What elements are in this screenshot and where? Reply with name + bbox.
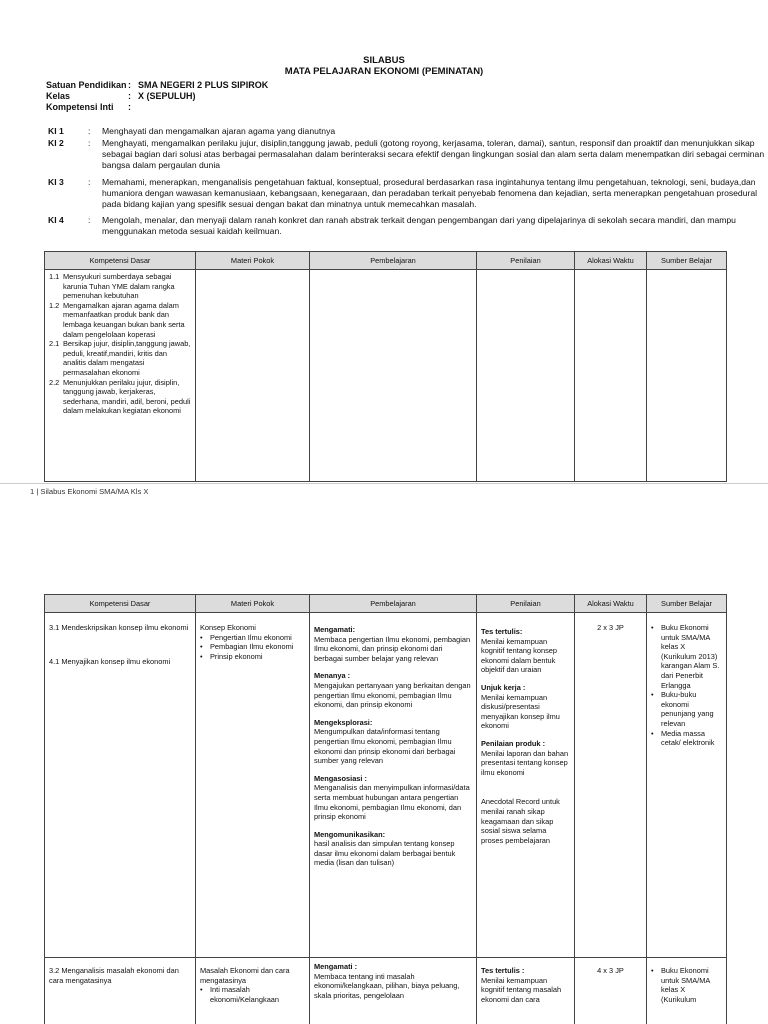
activity-text: Mengajukan pertanyaan yang berkaitan dengan pengertian Ilmu ekonomi, pembagian Ilmu ekonomi, dan prinsip ekonomi xyxy=(314,680,471,710)
column-header: Sumber Belajar xyxy=(647,595,727,613)
activity-title: Mengomunikasikan: xyxy=(314,829,386,839)
materi-title: Konsep Ekonomi xyxy=(200,623,256,632)
activity-block xyxy=(314,830,472,868)
materi-title: Masalah Ekonomi dan cara mengatasinya xyxy=(200,966,290,985)
bullet-icon: • xyxy=(651,623,654,632)
syllabus-table-page-1 xyxy=(44,251,727,482)
alokasi-cell xyxy=(575,613,647,958)
activity-block xyxy=(314,718,472,766)
kd-number: 2.1 xyxy=(49,339,60,349)
ki-label: KI 2 xyxy=(48,138,64,148)
kd-text: Menunjukkan perilaku jujur, disiplin, tanggung jawab, kerjakeras, sederhana, mandiri, adil, beroni, peduli dalam melakukan kegiatan ekonomi xyxy=(63,377,191,416)
materi-cell xyxy=(196,613,310,958)
assessment-title: Penilaian produk : xyxy=(481,738,546,748)
column-header: Pembelajaran xyxy=(310,252,477,270)
table-row xyxy=(45,958,727,1024)
assessment-title: Unjuk kerja : xyxy=(481,682,526,692)
kd-text: 3.2 Menganalisis masalah ekonomi dan cara mengatasinya xyxy=(49,966,179,985)
column-header: Penilaian xyxy=(477,595,575,613)
source-list xyxy=(651,966,722,1004)
list-item xyxy=(200,642,305,652)
penilaian-cell xyxy=(477,270,575,482)
kd-item xyxy=(49,301,191,339)
kd-item xyxy=(49,272,191,301)
identity-row xyxy=(46,80,268,91)
activity-block xyxy=(314,625,472,663)
kd-number: 1.2 xyxy=(49,300,60,310)
identity-value: X (SEPULUH) xyxy=(138,91,196,101)
colon: : xyxy=(88,215,91,225)
list-item xyxy=(651,690,722,728)
sumber-cell xyxy=(647,270,727,482)
bullet-icon: • xyxy=(200,632,203,642)
kd-cell xyxy=(45,958,196,1024)
identity-row xyxy=(46,91,268,102)
column-header: Kompetensi Dasar xyxy=(45,595,196,613)
column-header: Materi Pokok xyxy=(196,595,310,613)
pembelajaran-cell xyxy=(310,270,477,482)
assessment-text: Menilai kemampuan diskusi/presentasi menyajikan konsep ilmu ekonomi xyxy=(481,692,560,731)
assessment-title: Tes tertulis: xyxy=(481,627,523,636)
ki-text: Mengolah, menalar, dan menyaji dalam ranah konkret dan ranah abstrak terkait dengan pengembangan dari yang dipelajarinya di sekolah secara mandiri, dan mampu menggunakan metoda sesuai kaidah keilmuan. xyxy=(102,215,736,236)
page-footer: 1 | Silabus Ekonomi SMA/MA Kls X xyxy=(30,487,149,496)
identity-label: Kompetensi Inti xyxy=(46,102,114,112)
list-item xyxy=(200,652,305,662)
materi-item: Pembagian Ilmu ekonomi xyxy=(210,642,294,652)
source-item: Buku Ekonomi untuk SMA/MA kelas X (Kurikulum 2013) karangan Alam S. dari Penerbit Erlangga xyxy=(661,623,720,690)
kd-number: 2.2 xyxy=(49,377,60,387)
ki-item-1 xyxy=(48,126,768,137)
activity-title: Menanya : xyxy=(314,671,351,681)
activity-title: Mengeksplorasi: xyxy=(314,717,373,727)
ki-text: Menghayati, mengamalkan perilaku jujur, disiplin,tanggung jawab, peduli (gotong royong, kerjasama, toleran, damai), santun, responsif dan proaktif dan menunjukkan sikap sebagai bagian dari solusi atas berbagai permasalahan dalam berinteraksi secara efektif dengan lingkungan sosial dan alam serta dalam menempatkan diri sebagai cerminan bangsa dalam pergaulan dunia xyxy=(102,138,765,170)
alokasi-cell xyxy=(575,958,647,1024)
kd-text: Bersikap jujur, disiplin,tanggung jawab, peduli, kreatif,mandiri, kritis dan analitis dalam mengatasi permasalahan ekonomi xyxy=(63,339,191,377)
assessment-text: Anecdotal Record untuk menilai ranah sikap keagamaan dan sikap sosial siswa selama proses pembelajaran xyxy=(481,797,560,845)
colon: : xyxy=(88,138,91,148)
pembelajaran-cell xyxy=(310,613,477,958)
kd-text: Mensyukuri sumberdaya sebagai karunia Tuhan YME dalam rangka pemenuhan kebutuhan xyxy=(63,272,175,301)
identity-value: SMA NEGERI 2 PLUS SIPIROK xyxy=(138,80,269,90)
list-item xyxy=(200,985,305,1004)
activity-text: Membaca tentang inti masalah ekonomi/kelangkaan, pilihan, biaya peluang, skala prioritas, pengelolaan xyxy=(314,971,460,1000)
colon: : xyxy=(88,177,91,187)
column-header: Materi Pokok xyxy=(196,252,310,270)
ki-text: Menghayati dan mengamalkan ajaran agama yang dianutnya xyxy=(102,126,336,136)
bullet-icon: • xyxy=(651,690,654,700)
assessment-text: Menilai kemampuan kognitif tentang konsep ekonomi dalam bentuk objektif dan uraian xyxy=(481,636,558,675)
bullet-icon: • xyxy=(200,642,203,652)
column-header: Alokasi Waktu xyxy=(575,252,647,270)
list-item xyxy=(651,623,722,690)
document-subtitle: MATA PELAJARAN EKONOMI (PEMINATAN) xyxy=(284,66,484,77)
source-item: Buku-buku ekonomi penunjang yang relevan xyxy=(661,690,714,728)
assessment-block xyxy=(481,627,570,675)
assessment-text: Menilai kemampuan kognitif tentang masalah ekonomi dan cara xyxy=(481,975,562,1004)
identity-label: Kelas xyxy=(46,91,71,101)
kd-text: 3.1 Mendeskripsikan konsep ilmu ekonomi xyxy=(49,623,189,632)
ki-item-2 xyxy=(48,138,768,171)
table-row xyxy=(45,613,727,958)
identity-block xyxy=(46,80,268,113)
penilaian-cell xyxy=(477,958,575,1024)
bullet-icon: • xyxy=(200,651,203,661)
ki-item-3 xyxy=(48,177,768,210)
ki-label: KI 1 xyxy=(48,126,64,136)
materi-item: Inti masalah ekonomi/Kelangkaan xyxy=(210,985,280,1004)
colon: : xyxy=(128,80,131,90)
activity-block xyxy=(314,774,472,822)
ki-label: KI 4 xyxy=(48,215,64,225)
kd-cell xyxy=(45,613,196,958)
bullet-icon: • xyxy=(651,728,654,738)
kd-text: 4.1 Menyajikan konsep ilmu ekonomi xyxy=(49,656,171,666)
syllabus-table-page-2 xyxy=(44,594,727,1024)
document-page-2 xyxy=(0,594,768,1024)
materi-list xyxy=(200,633,305,662)
assessment-text: Menilai laporan dan bahan presentasi tentang konsep ilmu ekonomi xyxy=(481,748,569,777)
kd-cell xyxy=(45,270,196,482)
colon: : xyxy=(88,126,91,136)
sumber-cell xyxy=(647,613,727,958)
time-allocation: 2 x 3 JP xyxy=(597,623,624,632)
colon: : xyxy=(128,91,131,101)
source-item: Buku Ekonomi untuk SMA/MA kelas X (Kurikulum xyxy=(661,966,710,1004)
ki-item-4 xyxy=(48,215,768,237)
table-row xyxy=(45,270,727,482)
list-item xyxy=(200,633,305,643)
activity-title: Mengamati : xyxy=(314,962,358,971)
pembelajaran-cell xyxy=(310,958,477,1024)
bullet-icon: • xyxy=(651,966,654,975)
kd-item xyxy=(49,339,191,377)
penilaian-cell xyxy=(477,613,575,958)
kd-number: 1.1 xyxy=(49,272,60,281)
list-item xyxy=(651,966,722,1004)
source-list xyxy=(651,623,722,748)
activity-text: Menganalisis dan menyimpulkan informasi/data serta membuat hubungan antara pengertian Ilmu ekonomi, pembagian Ilmu ekonomi, dan prinsip ekonomi xyxy=(314,783,470,822)
column-header: Pembelajaran xyxy=(310,595,477,613)
sumber-cell xyxy=(647,958,727,1024)
kd-text: Mengamalkan ajaran agama dalam memanfaatkan produk bank dan lembaga keuangan bukan bank serta dalam pengelolaan koperasi xyxy=(63,300,185,339)
assessment-block xyxy=(481,797,570,845)
bullet-icon: • xyxy=(200,985,203,995)
table-header-row xyxy=(45,595,727,613)
activity-title: Mengasosiasi : xyxy=(314,773,367,783)
page-gap xyxy=(0,510,768,594)
source-item: Media massa cetak/ elektronik xyxy=(661,728,715,748)
materi-item: Prinsip ekonomi xyxy=(210,651,263,661)
assessment-title: Tes tertulis : xyxy=(481,966,525,975)
materi-item: Pengertian Ilmu ekonomi xyxy=(210,632,292,642)
column-header: Penilaian xyxy=(477,252,575,270)
colon: : xyxy=(128,102,131,112)
activity-text: Membaca pengertian Ilmu ekonomi, pembagian Ilmu ekonomi, dan prinsip ekonomi dari berbagai sumber belajar yang relevan xyxy=(314,634,471,663)
alokasi-cell xyxy=(575,270,647,482)
identity-row xyxy=(46,102,268,113)
activity-block xyxy=(314,671,472,709)
materi-list xyxy=(200,985,305,1004)
column-header: Alokasi Waktu xyxy=(575,595,647,613)
document-title: SILABUS xyxy=(363,55,405,66)
ki-text: Memahami, menerapkan, menganalisis pengetahuan faktual, konseptual, prosedural berdasarkan rasa ingintahunya tentang ilmu pengetahuan, teknologi, seni, budaya,dan humaniora dengan wawasan kemanusiaan, kebangsaan, kenegaraan, dan peradaban terkait penyebab fenomena dan kejadian, serta menerapkan pengetahuan prosedural pada bidang kajian yang spesifik sesuai dengan bakat dan minatnya untuk memecahkan masalah. xyxy=(102,177,758,209)
column-header: Sumber Belajar xyxy=(647,252,727,270)
activity-text: hasil analisis dan simpulan tentang konsep dasar ilmu ekonomi dalam berbagai bentuk media (lisan dan tulisan) xyxy=(314,839,456,868)
assessment-block xyxy=(481,683,570,731)
list-item xyxy=(651,729,722,748)
time-allocation: 4 x 3 JP xyxy=(597,966,624,975)
ki-label: KI 3 xyxy=(48,177,64,187)
assessment-block xyxy=(481,739,570,777)
footer-divider xyxy=(0,483,768,484)
activity-text: Mengumpulkan data/informasi tentang pengertian Ilmu ekonomi, pembagian Ilmu ekonomi dan prinsip ekonomi dari berbagai sumber yang relevan xyxy=(314,727,456,766)
column-header: Kompetensi Dasar xyxy=(45,252,196,270)
activity-title: Mengamati: xyxy=(314,625,356,634)
kd-item xyxy=(49,378,191,416)
identity-label: Satuan Pendidikan xyxy=(46,80,127,90)
materi-cell xyxy=(196,958,310,1024)
materi-cell xyxy=(196,270,310,482)
table-header-row xyxy=(45,252,727,270)
